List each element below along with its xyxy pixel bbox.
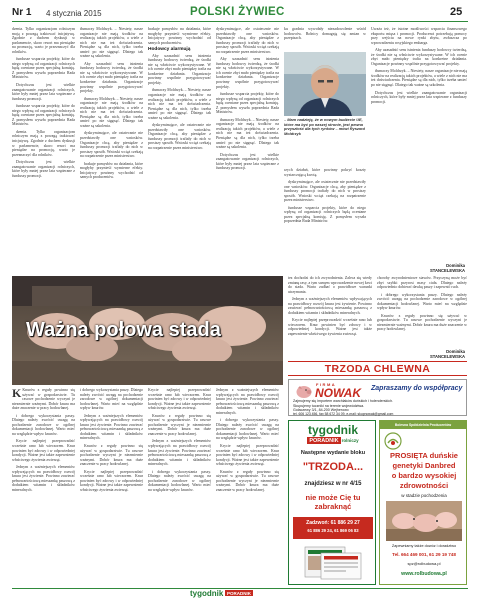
- prosieta-line2: Zapewniamy także dowóz i doradztwo: [391, 544, 457, 548]
- article1-paragraph: fundusze wsparcia projekty, które do niego wpłyną od organizacji rolniczych będą oceniane przez specjalną komisję. Z pomysłem wyszła poprzednia Rada Ministrów.: [216, 92, 279, 115]
- right-column-2: [377, 276, 467, 348]
- nowak-logo: [295, 382, 313, 400]
- article1-paragraph: Dotychczas jest wielkie zaangażowanie organizacji rolniczych, które były mniej przez lata wspierane z funduszy promocji.: [371, 90, 467, 104]
- page-number: 25: [450, 6, 463, 18]
- article2-paragraph: Jednym z ważniejszych elementów wpływających na prawidłowy rozwój knura jest żywienie. Powinno zawierać pełnowartościową mieszankę paszową z dodatkiem witamin i składników mineralnych.: [80, 413, 143, 441]
- footer-brand: tygodnik: [190, 589, 224, 598]
- article2-paragraph: i dobrego wykorzystania paszy. Dlatego należy zwrócić uwagę na pochodzenie zarodowe w ogólnej dokumentacji hodowlanej. Warto mieć na względzie wpływ knurów.: [216, 418, 279, 441]
- article1-paragraph: fundusze wsparcia projekty, które do niego wpłyną od organizacji rolniczych będą oceniane przez specjalną komisję. Z pomysłem wyszła poprzednia Rada Ministrów.: [12, 104, 75, 127]
- prosieta-line1: w stadzie pochodzenia: [401, 493, 447, 498]
- issue-number: 1: [25, 7, 32, 18]
- tygodnik-line2: znajdziesz w nr 4/15: [304, 481, 362, 487]
- article2-paragraph: [12, 388, 75, 411]
- article1-paragraph: Dotychczas jest wielkie zaangażowanie organizacji rolniczych, które były mniej przez lata wspierane z funduszy promocji.: [12, 160, 75, 178]
- cooperative-logo-icon: [384, 432, 402, 450]
- right-column-1: [288, 276, 372, 358]
- article2-paragraph: i dobrego wykorzystania paszy. Dlatego należy zwrócić uwagę na pochodzenie zarodowe w ogólnej dokumentacji hodowlanej. Warto mieć na względzie wpływ knurów.: [148, 469, 211, 492]
- trzoda-banner: [288, 361, 467, 376]
- article1-author: Dominika STANCELEWSKA: [429, 263, 465, 273]
- article2-text: Knurów z reguły powinno się używać w gospodarstwie. Tu rasowe pochodzenie wyczyni je niezmiernie ważnymi. Dobór knura ma duże znaczenie w pracy hodowlanej.: [12, 388, 75, 411]
- tygodnik-phone2: 61 886 29 24, 61 869 06 83: [307, 528, 359, 533]
- article2-paragraph: Krycie najlepiej przeprowadzić wcześnie rano lub wieczorem. Knur powinien być zdrowy i w odpowiedniej kondycji. Ważne jest także zapewnienie właściwego żywienia zwierząt.: [216, 444, 279, 467]
- article1-paragraph: brakuje pomysłów na działania, które mogłyby przynieść wymierne efekty. Inicjatywy powinny wychodzić od samych producentów.: [80, 161, 143, 180]
- article1-paragraph: Aby uzasadnić sens istnienia funduszy hodowcy twierdzą, że środki nie są właściwie wykorzystywane. W ich ocenie zbyt mało pieniędzy trafia na konkretne działania. Organizacje powinny wspólnie przygotowywać projekty.: [216, 57, 279, 89]
- article2-paragraph: Krycie najlepiej przeprowadzić wcześnie rano lub wieczorem. Knur powinien być zdrowy i w odpowiedniej kondycji. Ważne jest także zapewnienie właściwego żywienia zwierząt.: [12, 439, 75, 462]
- article2-column-1: [12, 388, 75, 584]
- issue-prefix: Nr: [12, 7, 24, 18]
- prosieta-title1: PROSIĘTA duńskie: [390, 451, 458, 460]
- prosieta-title3: o bardzo wysokiej: [391, 471, 457, 480]
- article1-paragraph: Dotychczas jest wielkie zaangażowanie organizacji rolniczych, które były mniej przez lata wspierane z funduszy promocji.: [12, 83, 75, 101]
- article1-column-1: [12, 27, 75, 272]
- right-paragraph: Krycie najlepiej przeprowadzić wcześnie rano lub wieczorem. Knur powinien być zdrowy i w odpowiedniej kondycji. Ważne jest także zapewnienie właściwego żywienia zwierząt.: [288, 318, 372, 337]
- prosieta-email: spz@rolbudowa.pl: [407, 561, 441, 566]
- prosieta-title2: genetyki Danbred: [392, 461, 456, 470]
- nowak-brand: FIRMA: [316, 382, 337, 387]
- article1-paragraph: dyskryminujące, ale ostatecznie nie przedstawiły one wniosków. Organizacje chcą, aby pieniądze z funduszy promocji trafiały do nich w prostszy sposób. Wnioski wciąż czekają na rozpatrzenie przez ministerstwo.: [148, 123, 211, 150]
- article2-paragraph: Krycie najlepiej przeprowadzić wcześnie rano lub wieczorem. Knur powinien być zdrowy i w odpowiedniej kondycji. Ważne jest także zapewnienie właściwego żywienia zwierząt.: [148, 388, 211, 411]
- nowak-line2: Skupujemy tuczniki na terenie województwa.: [293, 403, 365, 408]
- article1-column-6: [371, 27, 467, 272]
- article2-paragraph: i dobrego wykorzystania paszy. Dlatego należy zwrócić uwagę na pochodzenie zarodowe w ogólnej dokumentacji hodowlanej. Warto mieć na względzie wpływ knurów.: [80, 388, 143, 411]
- article1-column-4: [216, 27, 279, 272]
- article1-paragraph: Aby uzasadnić sens istnienia funduszy hodowcy twierdzą, że środki nie są właściwie wykorzystywane. W ich ocenie zbyt mało pieniędzy trafia na konkretne działania. Organizacje powinny wspólnie przygotowywać projekty.: [80, 61, 143, 94]
- pig-icon: [295, 382, 313, 400]
- nowak-contact: tel. 606 123 456, fax 58 672 34 09, e-mail: skupnowak@gmail.com: [293, 412, 394, 416]
- newspaper-icon: [299, 545, 367, 581]
- prosieta-header: [380, 421, 466, 429]
- tygodnik-logo: [293, 424, 373, 444]
- issue-label: [12, 7, 31, 18]
- right-paragraph: i dobrego wykorzystania paszy. Dlatego należy zwrócić uwagę na pochodzenie zarodowe w ogólnej dokumentacji hodowlanej. Warto mieć na względzie wpływ knurów.: [377, 292, 467, 311]
- portrait-image: [284, 52, 366, 116]
- right-paragraph: choroby zwyrodnieniowe stawów. Przyczyną może być zbyt szybki przyrost masy ciała. Dlatego należy odpowiednio dobierać dawkę paszy i zapewnić ruch.: [377, 276, 467, 290]
- prosieta-header-text: Bolesna Spółdzielnia Producentów: [394, 423, 452, 427]
- tygodnik-brand: tygodnik: [308, 423, 358, 437]
- article1-column-2: [80, 27, 143, 272]
- article2-column-4: [216, 388, 279, 584]
- right-paragraph: tez dochodzi do ich zwyrodnienia. Zaleca się wtedy zmianę rasy, a tym samym wprowadzenie nowej krwi do stada. Warto zadbać o prawidłowe warunki utrzymania.: [288, 276, 372, 294]
- article2-column-3: [148, 388, 211, 584]
- caption-text: – Mam nadzieję, że w nowym budżecie UE, które ma być po naszej stronie, jest pewna przyszłość dla tych rynków – mówi Ryszard Moldrzyk: [284, 118, 365, 136]
- nowak-name: NOWAK: [315, 386, 361, 400]
- article2-paragraph: Jednym z ważniejszych elementów wpływających na prawidłowy rozwój knura jest żywienie. Powinno zawierać pełnowartościową mieszankę paszową z dodatkiem witamin i składników mineralnych.: [216, 388, 279, 415]
- article1-column-3: [148, 27, 211, 272]
- tygodnik-poradnik: PORADNIK: [309, 437, 339, 444]
- article1-paragraph: tłumaczy Moldrzyk. – Niestety, nasze organizacje nie mają środków na realizację takich projektów, a wiele z nich nie ma też doświadczenia. Pieniądze są dla nich, tylko trzeba umieć po nie sięgnąć. Dlatego tak ważne są szkolenia.: [80, 96, 143, 128]
- drop-cap: K: [12, 388, 22, 400]
- tygodnik-headline: "TRZODA...: [302, 461, 364, 473]
- article1-paragraph: ku gradnia wywołały niezadowolenie wśród hodowców. Rolnicy domagają się zmian w przepisach.: [284, 27, 366, 41]
- article1-paragraph: tłumaczy Moldrzyk. – Niestety, nasze organizacje nie mają środków na realizację takich projektów, a wiele z nich nie ma też doświadczenia. Pieniądze są dla nich, tylko trzeba umieć po nie sięgnąć. Dlatego tak ważne są szkolenia.: [371, 69, 467, 88]
- article2-paragraph: i dobrego wykorzystania paszy. Dlatego należy zwrócić uwagę na pochodzenie zarodowe w ogólnej dokumentacji hodowlanej. Warto mieć na względzie wpływ knurów.: [12, 413, 75, 436]
- issue-date: 4 stycznia 2015: [46, 9, 102, 18]
- article2-author: Dominika STANCELEWSKA: [429, 349, 465, 359]
- tygodnik-line1: Następne wydanie bloku: [300, 450, 366, 456]
- pigs-photo: [12, 276, 283, 385]
- nowak-tagline: Zapraszamy do współpracy: [371, 385, 463, 392]
- portrait-caption: [284, 118, 366, 164]
- article1-paragraph: Uważa też, że istotne możliwości wsparcia finansowego eksportu mięsa i promocji. Producenci potrzebują pomocy przy wejściu na nowe rynki zbytu, zwłaszcza po wprowadzeniu rosyjskiego embarga.: [371, 27, 467, 45]
- prosieta-title4: zdrowotności: [399, 481, 449, 490]
- header-rule: [12, 21, 468, 22]
- article2-title: Ważna połowa stada: [26, 319, 221, 341]
- article2-paragraph: Jednym z ważniejszych elementów wpływających na prawidłowy rozwój knura jest żywienie. Powinno zawierać pełnowartościową mieszankę paszową z dodatkiem witamin i składników mineralnych.: [148, 439, 211, 467]
- article2-column-2: [80, 388, 143, 584]
- trzoda-title: TRZODA CHLEWNA: [324, 362, 431, 375]
- footer-rule: [12, 588, 468, 589]
- article1-paragraph: rzych działań, które powinny pokryć koszty wystarczającą kwotą.: [284, 168, 366, 177]
- page-footer: [0, 588, 479, 600]
- prosieta-phone: Tel. 664 469 001, 61 29 19 748: [392, 552, 456, 557]
- ad-tygodnik[interactable]: [288, 420, 376, 585]
- article1-paragraph: brakuje pomysłów na działania, które mogłyby przynieść wymierne efekty. Inicjatywy powinny wychodzić od samych producentów.: [148, 27, 211, 45]
- tygodnik-subbrand: [293, 437, 373, 444]
- article1-paragraph: dzenia. Tylko organizacjom rolniczym mają z powagą traktować inicjatywę. Zgodnie z duchem dyskusji w parlamencie, skoro resort ma pieniądze na promocję, warto je przeznaczyć dla rolników.: [12, 27, 75, 54]
- article2-paragraph: Jednym z ważniejszych elementów wpływających na prawidłowy rozwój knura jest żywienie. Powinno zawierać pełnowartościową mieszankę paszową z dodatkiem witamin i składników mineralnych.: [12, 465, 75, 492]
- right-paragraph: Jednym z ważniejszych elementów wpływających na prawidłowy rozwój knura jest żywienie. Powinno zawierać pełnowartościową mieszankę paszową z dodatkiem witamin i składników mineralnych.: [288, 297, 372, 315]
- tygodnik-decor: [299, 545, 367, 581]
- article1-paragraph: tłumaczy Moldrzyk. – Niestety, nasze organizacje nie mają środków na realizację takich projektów, a wiele z nich nie ma też doświadczenia. Pieniądze są dla nich, tylko trzeba umieć po nie sięgnąć. Dlatego tak ważne są szkolenia.: [148, 88, 211, 120]
- nowak-line1: Zajmujemy się importem warchlaków duńskich i holenderskich.: [293, 399, 394, 403]
- prosieta-photo: [386, 501, 462, 541]
- tygodnik-rolniczy: rolniczy: [341, 438, 359, 443]
- article1-paragraph: dyskryminujące, ale ostatecznie nie przedstawiły one wniosków. Organizacje chcą, aby pieniądze z funduszy promocji trafiały do nich w prostszy sposób. Wnioski wciąż czekają na rozpatrzenie przez ministerstwo.: [284, 180, 366, 203]
- article1-subheading: Hodowcy alarmują: [148, 46, 191, 52]
- prosieta-web: www.rolbudowa.pl: [401, 571, 447, 577]
- article2-paragraph: Krycie najlepiej przeprowadzić wcześnie rano lub wieczorem. Knur powinien być zdrowy i w odpowiedniej kondycji. Ważne jest także zapewnienie właściwego żywienia zwierząt.: [80, 469, 143, 492]
- ad-prosieta[interactable]: [379, 420, 467, 585]
- article1-paragraph: dyskryminujące, ale ostatecznie nie przedstawiły one wniosków. Organizacje chcą, aby pieniądze z funduszy promocji trafiały do nich w prostszy sposób. Wnioski wciąż czekają na rozpatrzenie przez ministerstwo.: [80, 131, 143, 159]
- article1-paragraph: fundusze wsparcia projekty, które do niego wpłyną od organizacji rolniczych będą oceniane przez specjalną komisję. Z pomysłem wyszła poprzednia Rada Ministrów.: [284, 205, 366, 224]
- article1-column-5-top: [284, 27, 366, 51]
- tygodnik-phone-box: [293, 517, 373, 539]
- article2-paragraph: Knurów z reguły powinno się używać w gospodarstwie. Tu rasowe pochodzenie wyczyni je niezmiernie ważnymi. Dobór knura ma duże znaczenie w pracy hodowlanej.: [216, 469, 279, 492]
- article1-paragraph: Aby uzasadnić sens istnienia funduszy hodowcy twierdzą, że środki nie są właściwie wykorzystywane. W ich ocenie zbyt mało pieniędzy trafia na konkretne działania. Organizacje powinny wspólnie przygotowywać projekty.: [148, 53, 211, 85]
- prosieta-logo: [384, 432, 402, 450]
- article1-paragraph: dzenia. Tylko organizacjom rolniczym mają z powagą traktować inicjatywę. Zgodnie z duchem dyskusji w parlamencie, skoro resort ma pieniądze na promocję, warto je przeznaczyć dla rolników.: [12, 129, 75, 157]
- article1-paragraph: Aby uzasadnić sens istnienia funduszy hodowcy twierdzą, że środki nie są właściwie wykorzystywane. W ich ocenie zbyt mało pieniędzy trafia na konkretne działania. Organizacje powinny wspólnie przygotowywać projekty.: [371, 48, 467, 66]
- tygodnik-line3: nie może Cię tu zabraknąć: [305, 493, 361, 511]
- article1-paragraph: tłumaczy Moldrzyk. – Niestety, nasze organizacje nie mają środków na realizację takich projektów, a wiele z nich nie ma też doświadczenia. Pieniądze są dla nich, tylko trzeba umieć po nie sięgnąć. Dlatego tak ważne są szkolenia.: [216, 117, 279, 150]
- tygodnik-phone1: Zadzwoń: 61 886 29 27: [306, 520, 360, 526]
- nowak-address: Gołaczewy 3/1, 84-200 Wejherowo: [293, 408, 349, 412]
- piglets-image: [386, 501, 462, 541]
- ad-nowak[interactable]: [288, 379, 467, 416]
- section-title: POLSKI ŻYWIEC: [190, 6, 285, 18]
- footer-badge: PORADNIK: [227, 590, 252, 596]
- article1-column-5-bottom: [284, 168, 366, 272]
- article1-paragraph: dyskryminujące, ale ostatecznie nie przedstawiły one wniosków. Organizacje chcą, aby pieniądze z funduszy promocji trafiały do nich w prostszy sposób. Wnioski wciąż czekają na rozpatrzenie przez ministerstwo.: [216, 27, 279, 54]
- article2-paragraph: Knurów z reguły powinno się używać w gospodarstwie. Tu rasowe pochodzenie wyczyni je niezmiernie ważnymi. Dobór knura ma duże znaczenie w pracy hodowlanej.: [80, 444, 143, 467]
- article1-paragraph: Dotychczas jest wielkie zaangażowanie organizacji rolniczych, które były mniej przez lata wspierane z funduszy promocji.: [216, 152, 279, 171]
- article1-paragraph: tłumaczy Moldrzyk. – Niestety, nasze organizacje nie mają środków na realizację takich projektów, a wiele z nich nie ma też doświadczenia. Pieniądze są dla nich, tylko trzeba umieć po nie sięgnąć. Dlatego tak ważne są szkolenia.: [80, 27, 143, 59]
- article2-paragraph: Knurów z reguły powinno się używać w gospodarstwie. Tu rasowe pochodzenie wyczyni je niezmiernie ważnymi. Dobór knura ma duże znaczenie w pracy hodowlanej.: [148, 413, 211, 436]
- right-paragraph: Knurów z reguły powinno się używać w gospodarstwie. Tu rasowe pochodzenie wyczyni je niezmiernie ważnymi. Dobór knura ma duże znaczenie w pracy hodowlanej.: [377, 313, 467, 332]
- article1-paragraph: fundusze wsparcia projekty, które do niego wpłyną od organizacji rolniczych będą oceniane przez specjalną komisję. Z pomysłem wyszła poprzednia Rada Ministrów.: [12, 57, 75, 80]
- page-header: [0, 0, 479, 24]
- portrait-photo: [284, 52, 366, 116]
